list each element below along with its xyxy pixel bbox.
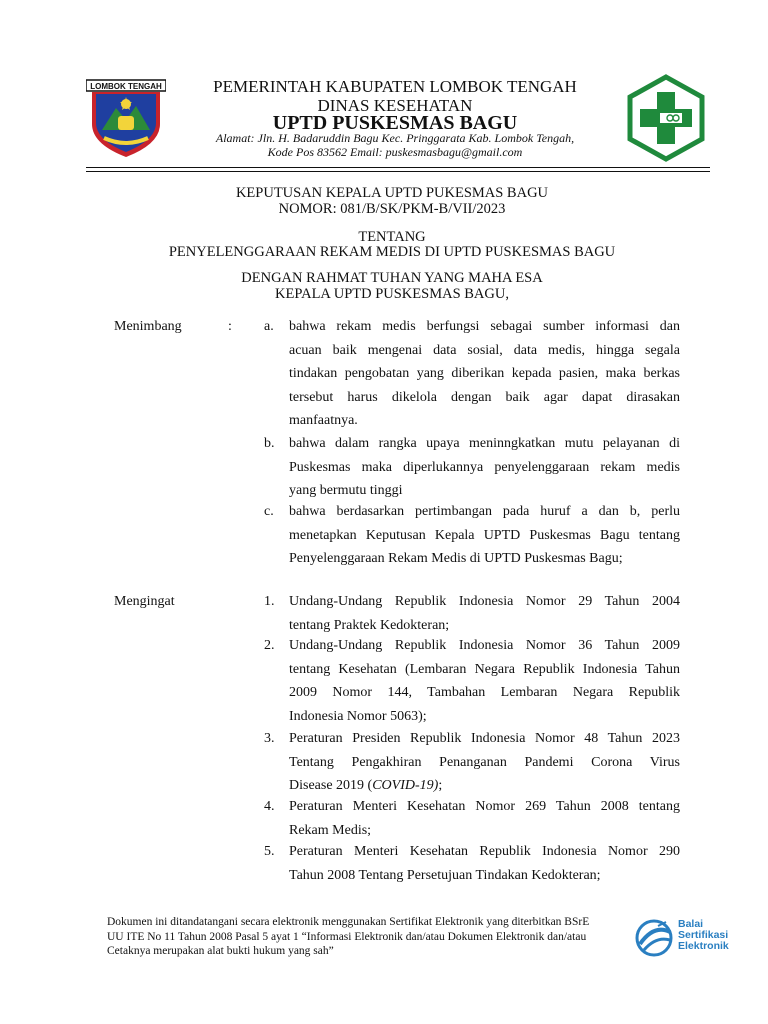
decree-title: KEPUTUSAN KEPALA UPTD PUKESMAS BAGU (235, 185, 549, 201)
address-line-2: Kode Pos 83562 Email: puskesmasbagu@gmail.com (267, 145, 523, 159)
covid-italic: COVID-19) (372, 778, 439, 794)
menimbang-marker-a: a. (264, 319, 274, 334)
mengingat-item-2 (289, 634, 680, 728)
text-line: yang bermutu tinggi (289, 483, 403, 499)
decree-number: NOMOR: 081/B/SK/PKM-B/VII/2023 (278, 201, 506, 217)
mengingat-item-5 (289, 840, 680, 887)
mengingat-item-4 (289, 795, 680, 842)
mengingat-marker-3: 3. (264, 731, 275, 746)
text-line: tentang Kesehatan (Lembaran Negara Republik Indonesia Tahun (289, 661, 680, 677)
text-line: Rekam Medis; (289, 822, 372, 838)
text-line: Tentang Pengakhiran Penanganan Pandemi Corona Virus (289, 754, 680, 770)
text-line: Peraturan Menteri Kesehatan Nomor 269 Tahun 2008 tentang (289, 799, 680, 814)
menimbang-marker-b: b. (264, 436, 275, 451)
footer-line-3: Cetaknya merupakan alat bukti hukum yang sah” (107, 945, 334, 957)
text-line: Peraturan Menteri Kesehatan Republik Indonesia Nomor 290 (289, 844, 680, 859)
text-line: 2009 Nomor 144, Tambahan Lembaran Negara Republik (289, 685, 680, 701)
text-line: Undang-Undang Republik Indonesia Nomor 29 Tahun 2004 (289, 594, 680, 609)
text-fragment: ; (438, 778, 443, 794)
puskesmas-cross-logo (622, 74, 710, 162)
text-line: Indonesia Nomor 5063); (289, 708, 427, 724)
menimbang-colon: : (228, 319, 232, 334)
text-line: Tahun 2008 Tentang Persetujuan Tindakan Kedokteran; (289, 867, 601, 883)
mengingat-marker-2: 2. (264, 638, 275, 653)
decree-about: TENTANG (358, 229, 426, 245)
bsre-logo-icon (632, 918, 676, 958)
text-line: Penyelenggaraan Rekam Medis di UPTD Puskesmas Bagu; (289, 551, 623, 567)
bsre-word-1: Balai (678, 918, 704, 930)
text-line: bahwa berdasarkan pertimbangan pada huruf a dan b, perlu (289, 504, 680, 519)
menimbang-item-b (289, 432, 680, 503)
text-line: Puskesmas maka diperlukannya penyelenggaraan rekam medis (289, 459, 680, 475)
text-line: menetapkan Keputusan Kepala UPTD Puskesmas Bagu tentang (289, 527, 680, 543)
crest-label: LOMBOK TENGAH (90, 82, 162, 91)
menimbang-item-a (289, 315, 680, 433)
mengingat-item-1 (289, 590, 680, 637)
text-line: bahwa dalam rangka upaya meninngkatkan mutu pelayanan di (289, 436, 680, 451)
bsre-word-2: Sertifikasi (678, 929, 729, 941)
menimbang-marker-c: c. (264, 504, 274, 519)
institution-name: UPTD PUSKESMAS BAGU (272, 112, 518, 134)
menimbang-label: Menimbang (114, 319, 182, 334)
text-line: manfaatnya. (289, 413, 358, 429)
bsre-word-3: Elektronik (678, 940, 729, 952)
mengingat-marker-1: 1. (264, 594, 275, 609)
mengingat-marker-5: 5. (264, 844, 275, 859)
letterhead-rule-thin (86, 171, 710, 172)
text-line: tersebut harus dikelola dengan baik agar dapat dirasakan (289, 389, 680, 405)
footer-line-2: UU ITE No 11 Tahun 2008 Pasal 5 ayat 1 “Informasi Elektronik dan/atau Dokumen Elektronik dan/atau (107, 930, 587, 943)
address-line-1: Alamat: Jln. H. Badaruddin Bagu Kec. Pringgarata Kab. Lombok Tengah, (215, 131, 575, 145)
text-line: tindakan pengobatan yang diberikan kepada pasien, maka berkas (289, 366, 680, 382)
menimbang-item-c (289, 500, 680, 571)
footer-line-1: Dokumen ini ditandatangani secara elektronik menggunakan Sertifikat Elektronik yang diterbitkan BSrE (107, 916, 590, 928)
text-fragment: Disease 2019 ( (289, 778, 373, 794)
government-name: PEMERINTAH KABUPATEN LOMBOK TENGAH (213, 77, 577, 96)
decree-subject: PENYELENGGARAAN REKAM MEDIS DI UPTD PUSKESMAS BAGU (168, 244, 616, 260)
head-line: KEPALA UPTD PUSKESMAS BAGU, (275, 286, 509, 302)
mengingat-marker-4: 4. (264, 799, 275, 814)
department-name: DINAS KESEHATAN (317, 96, 473, 115)
text-line: Undang-Undang Republik Indonesia Nomor 36 Tahun 2009 (289, 638, 680, 653)
text-line: bahwa rekam medis berfungsi sebagai sumber informasi dan (289, 319, 680, 334)
text-line: tentang Praktek Kedokteran; (289, 617, 450, 633)
e-signature-notice (107, 915, 647, 959)
bsre-wordmark (678, 919, 729, 952)
text-line: Peraturan Presiden Republik Indonesia Nomor 48 Tahun 2023 (289, 731, 680, 746)
blessing-line: DENGAN RAHMAT TUHAN YANG MAHA ESA (241, 270, 543, 286)
mengingat-item-3 (289, 727, 680, 798)
mengingat-label: Mengingat (114, 594, 175, 609)
text-line: acuan baik mengenai data sosial, data medis, hingga segala (289, 342, 680, 358)
letterhead-rule-thick (86, 167, 710, 168)
